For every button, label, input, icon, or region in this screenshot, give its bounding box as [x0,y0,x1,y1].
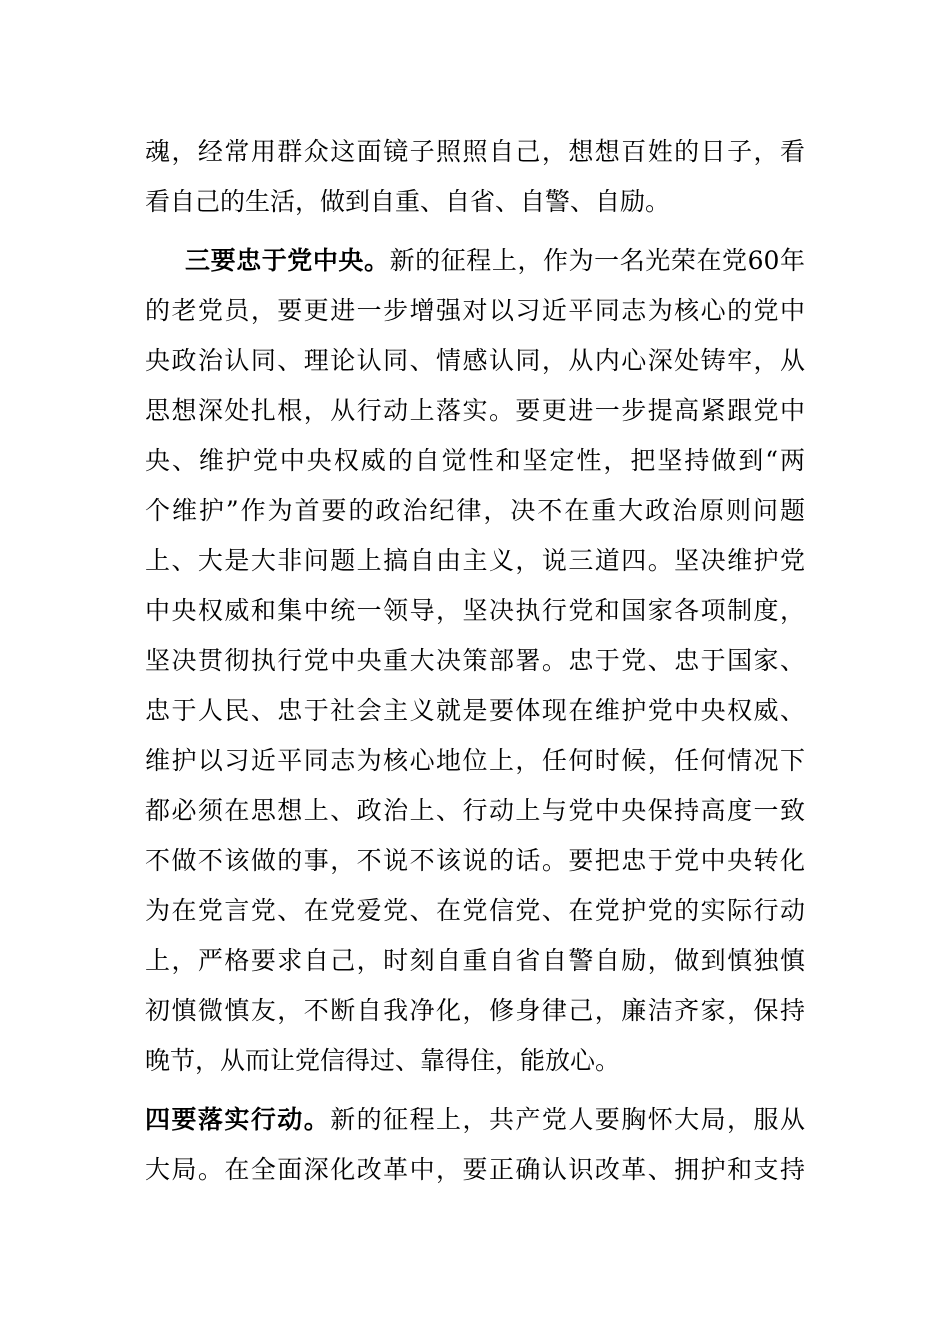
text-line: 初慎微慎友，不断自我净化，修身律己，廉洁齐家，保持 [145,996,805,1025]
text-line [145,1095,805,1145]
text-line: 上，严格要求自己，时刻自重自省自警自励，做到慎独慎 [145,946,805,975]
text-line: 上、大是大非问题上搞自由主义，说三道四。坚决维护党 [145,546,805,575]
heading-line-text: 新的征程上，共产党人要胸怀大局，服从 [330,1105,805,1134]
section-heading-4: 四要落实行动。 [145,1105,331,1134]
text-line: 的老党员，要更进一步增强对以习近平同志为核心的党中 [145,296,805,325]
text-line: 维护以习近平同志为核心地位上，任何时候，任何情况下 [145,746,805,775]
text-line: 坚决贯彻执行党中央重大决策部署。忠于党、忠于国家、 [145,646,805,675]
text-line: 大局。在全面深化改革中，要正确认识改革、拥护和支持 [145,1155,805,1184]
heading-line-text: 新的征程上，作为一名光荣在党60年 [389,246,805,275]
paragraph-2 [145,236,805,1086]
text-line: 为在党言党、在党爱党、在党信党、在党护党的实际行动 [145,896,805,925]
text-line [145,236,805,286]
paragraph-spacer [145,1086,805,1095]
text-line: 中央权威和集中统一领导，坚决执行党和国家各项制度， [145,596,805,625]
section-heading-3: 三要忠于党中央。 [185,246,390,275]
paragraph-spacer [145,227,805,236]
text-line: 忠于人民、忠于社会主义就是要体现在维护党中央权威、 [145,696,805,725]
paragraph-3 [145,1095,805,1195]
document-body [145,127,805,1195]
text-line: 魂，经常用群众这面镜子照照自己，想想百姓的日子，看 [145,137,805,166]
paragraph-1 [145,127,805,227]
text-line: 央政治认同、理论认同、情感认同，从内心深处铸牢，从 [145,346,805,375]
text-line: 思想深处扎根，从行动上落实。要更进一步提高紧跟党中 [145,396,805,425]
text-line: 晚节，从而让党信得过、靠得住，能放心。 [145,1046,621,1075]
text-line: 看自己的生活，做到自重、自省、自警、自励。 [145,187,671,216]
text-line: 都必须在思想上、政治上、行动上与党中央保持高度一致 [145,796,805,825]
text-line: 个维护”作为首要的政治纪律，决不在重大政治原则问题 [145,496,805,525]
text-line: 央、维护党中央权威的自觉性和坚定性，把坚持做到“两 [145,446,805,475]
text-line: 不做不该做的事，不说不该说的话。要把忠于党中央转化 [145,846,805,875]
